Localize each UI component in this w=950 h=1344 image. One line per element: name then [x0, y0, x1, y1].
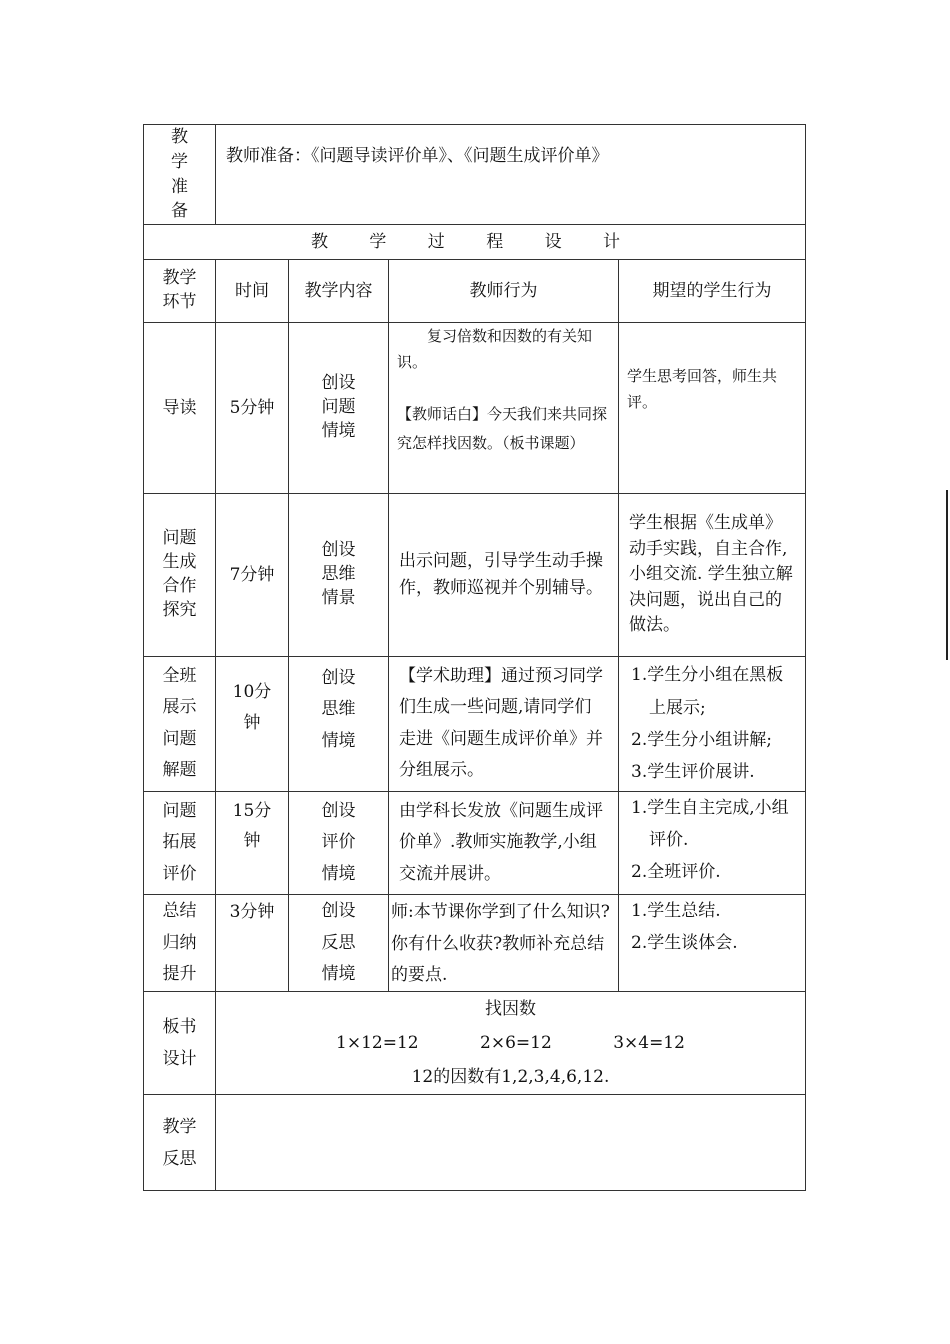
board-label-line: 设计	[162, 1049, 197, 1070]
teacher-cell	[389, 323, 619, 494]
equation: 3×4=12	[613, 1033, 685, 1054]
board-title: 找因数	[485, 999, 536, 1020]
content-line: 问题	[321, 397, 356, 418]
time-cell	[216, 657, 289, 792]
teacher-text: 【教师话白】今天我们来共同探究怎样找因数。（板书课题）	[397, 404, 608, 452]
list-item: 3.学生评价展讲.	[631, 762, 755, 783]
student-list	[627, 659, 797, 788]
content-cell	[289, 657, 389, 792]
stage-line: 评价	[162, 863, 197, 884]
stage-line: 问题	[162, 528, 197, 549]
content-cell	[289, 323, 389, 494]
prep-label	[144, 125, 216, 225]
content-line: 创设	[321, 540, 356, 561]
header-teacher: 教师行为	[389, 260, 619, 323]
student-cell: 学生根据《生成单》动手实践，自主合作,小组交流. 学生独立解决问题，说出自己的做法。	[619, 494, 806, 657]
content-line: 情景	[321, 587, 356, 608]
header-row	[144, 260, 806, 323]
content-line: 创设	[321, 800, 356, 821]
equation: 1×12=12	[336, 1033, 419, 1054]
content-line: 思维	[321, 564, 356, 585]
time-line: 钟	[243, 712, 261, 733]
student-cell	[619, 657, 806, 792]
stage-line: 展示	[162, 697, 197, 718]
student-cell	[619, 791, 806, 894]
table-row	[144, 323, 806, 494]
process-title: 教 学 过 程 设 计	[144, 225, 806, 260]
stage-line: 问题	[162, 728, 197, 749]
time-line: 钟	[243, 831, 261, 852]
prep-label-char: 教	[171, 127, 188, 148]
stage-line: 探究	[162, 599, 197, 620]
teacher-cell: 出示问题，引导学生动手操作，教师巡视并个别辅导。	[389, 494, 619, 657]
reflection-label-line: 反思	[162, 1148, 197, 1169]
content-line: 创设	[321, 901, 356, 922]
student-cell: 学生思考回答，师生共评。	[619, 323, 806, 494]
time-cell	[216, 791, 289, 894]
time-cell: 5分钟	[216, 323, 289, 494]
content-line: 情境	[321, 420, 356, 441]
list-item: 2.全班评价.	[631, 862, 721, 883]
content-cell	[289, 791, 389, 894]
stage-line: 解题	[162, 760, 197, 781]
lesson-plan-table	[143, 124, 806, 1191]
student-list	[627, 792, 797, 889]
board-equations	[216, 1026, 805, 1060]
reflection-label	[144, 1095, 216, 1191]
board-label	[144, 992, 216, 1095]
header-time: 时间	[216, 260, 289, 323]
reflection-row	[144, 1095, 806, 1191]
prep-label-char: 学	[171, 151, 188, 172]
header-content: 教学内容	[289, 260, 389, 323]
process-title-row	[144, 225, 806, 260]
stage-line: 问题	[162, 800, 197, 821]
stage-line: 总结	[162, 901, 197, 922]
stage-cell	[144, 494, 216, 657]
stage-cell	[144, 791, 216, 894]
stage-line: 归纳	[162, 932, 197, 953]
student-list	[627, 895, 797, 960]
header-student: 期望的学生行为	[619, 260, 806, 323]
lesson-plan-document	[143, 124, 805, 1191]
teacher-cell: 由学科长发放《问题生成评价单》.教师实施教学,小组交流并展讲。	[389, 791, 619, 894]
table-row	[144, 494, 806, 657]
list-item: 1.学生分小组在黑板上展示;	[631, 665, 784, 718]
table-row	[144, 791, 806, 894]
time-line: 10分	[232, 682, 272, 702]
prep-row	[144, 125, 806, 225]
board-label-line: 板书	[162, 1017, 197, 1038]
table-row	[144, 657, 806, 792]
stage-line: 拓展	[162, 832, 197, 853]
reflection-content[interactable]	[216, 1095, 806, 1191]
content-line: 创设	[321, 373, 356, 394]
header-stage-line: 教学	[162, 268, 197, 289]
page-edge-divider	[946, 490, 948, 660]
content-cell	[289, 895, 389, 992]
content-line: 创设	[321, 668, 356, 688]
content-cell	[289, 494, 389, 657]
time-cell: 3分钟	[216, 895, 289, 992]
reflection-label-line: 教学	[162, 1116, 197, 1137]
prep-text: 教师准备：《问题导读评价单》、《问题生成评价单》	[216, 125, 806, 225]
content-line: 评价	[321, 832, 356, 853]
content-line: 情境	[321, 963, 356, 984]
stage-cell: 导读	[144, 323, 216, 494]
board-row	[144, 992, 806, 1095]
teacher-text: 复习倍数和因数的有关知识。	[397, 327, 593, 372]
content-line: 情境	[321, 730, 356, 751]
list-item: 2.学生分小组讲解;	[631, 729, 772, 750]
board-content	[216, 992, 806, 1095]
time-line: 15分	[232, 800, 272, 821]
table-row	[144, 895, 806, 992]
stage-cell	[144, 895, 216, 992]
stage-cell	[144, 657, 216, 792]
teacher-cell: 师:本节课你学到了什么知识?你有什么收获?教师补充总结的要点.	[389, 895, 619, 992]
student-cell	[619, 895, 806, 992]
equation: 2×6=12	[480, 1033, 552, 1054]
content-line: 情境	[321, 863, 356, 884]
header-stage-line: 环节	[162, 292, 197, 312]
list-item: 1.学生总结.	[631, 901, 721, 922]
prep-label-char: 准	[171, 176, 188, 197]
stage-line: 合作	[162, 576, 197, 596]
prep-label-char: 备	[171, 201, 188, 222]
time-cell: 7分钟	[216, 494, 289, 657]
stage-line: 生成	[162, 552, 197, 573]
list-item: 2.学生谈体会.	[631, 933, 738, 954]
stage-line: 全班	[162, 666, 197, 686]
board-conclusion: 12的因数有1,2,3,4,6,12.	[411, 1067, 610, 1088]
stage-line: 提升	[162, 963, 197, 984]
list-item: 1.学生自主完成,小组评价.	[631, 797, 789, 851]
teacher-cell: 【学术助理】通过预习同学们生成一些问题,请同学们走进《问题生成评价单》并分组展示。	[389, 657, 619, 792]
header-stage	[144, 260, 216, 323]
content-line: 反思	[321, 932, 356, 953]
content-line: 思维	[321, 699, 356, 720]
